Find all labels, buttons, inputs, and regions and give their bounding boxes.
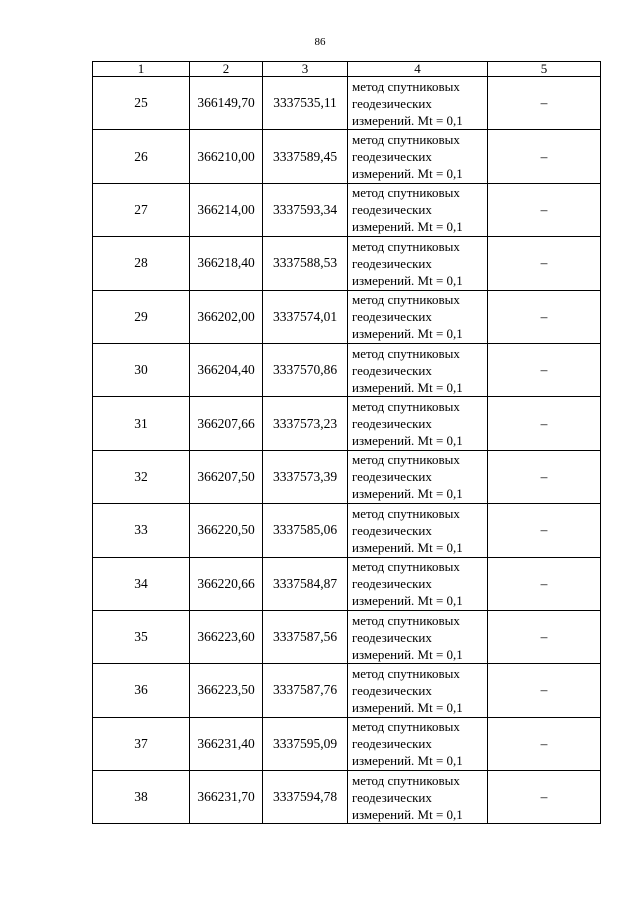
method-line: метод спутниковых	[352, 612, 460, 628]
y-coordinate-cell: 3337588,53	[263, 237, 348, 290]
point-number-cell: 25	[93, 77, 190, 130]
note-cell: –	[488, 343, 601, 396]
x-coordinate-cell: 366220,66	[190, 557, 263, 610]
method-line: измерений. Mt = 0,1	[352, 539, 463, 555]
table-row	[93, 504, 601, 557]
x-coordinate-cell: 366223,60	[190, 610, 263, 663]
x-coordinate-cell: 366231,40	[190, 717, 263, 770]
method-line: метод спутниковых	[352, 185, 460, 201]
method-cell	[348, 771, 488, 824]
method-cell	[348, 557, 488, 610]
y-coordinate-cell: 3337593,34	[263, 183, 348, 236]
point-number-cell: 28	[93, 237, 190, 290]
y-coordinate-cell: 3337570,86	[263, 343, 348, 396]
method-line: геодезических	[352, 416, 432, 432]
method-cell	[348, 290, 488, 343]
point-number-cell: 32	[93, 450, 190, 503]
method-line: измерений. Mt = 0,1	[352, 646, 463, 662]
table-row	[93, 610, 601, 663]
x-coordinate-cell: 366220,50	[190, 504, 263, 557]
method-line: метод спутниковых	[352, 238, 460, 254]
method-line: метод спутниковых	[352, 559, 460, 575]
method-line: измерений. Mt = 0,1	[352, 806, 463, 822]
method-cell	[348, 237, 488, 290]
y-coordinate-cell: 3337595,09	[263, 717, 348, 770]
method-line: измерений. Mt = 0,1	[352, 166, 463, 182]
method-line: метод спутниковых	[352, 345, 460, 361]
table-row	[93, 664, 601, 717]
y-coordinate-cell: 3337587,56	[263, 610, 348, 663]
method-line: измерений. Mt = 0,1	[352, 326, 463, 342]
table-row	[93, 237, 601, 290]
x-coordinate-cell: 366207,66	[190, 397, 263, 450]
method-cell	[348, 343, 488, 396]
method-cell	[348, 717, 488, 770]
method-line: геодезических	[352, 469, 432, 485]
coordinates-table	[92, 61, 601, 824]
y-coordinate-cell: 3337587,76	[263, 664, 348, 717]
x-coordinate-cell: 366231,70	[190, 771, 263, 824]
method-line: геодезических	[352, 682, 432, 698]
method-line: метод спутниковых	[352, 452, 460, 468]
method-line: измерений. Mt = 0,1	[352, 593, 463, 609]
method-cell	[348, 77, 488, 130]
column-header: 5	[488, 62, 601, 77]
point-number-cell: 36	[93, 664, 190, 717]
point-number-cell: 34	[93, 557, 190, 610]
note-cell: –	[488, 557, 601, 610]
table-row	[93, 397, 601, 450]
y-coordinate-cell: 3337584,87	[263, 557, 348, 610]
column-header: 3	[263, 62, 348, 77]
column-header: 4	[348, 62, 488, 77]
method-cell	[348, 183, 488, 236]
method-line: измерений. Mt = 0,1	[352, 219, 463, 235]
method-line: измерений. Mt = 0,1	[352, 272, 463, 288]
x-coordinate-cell: 366214,00	[190, 183, 263, 236]
method-line: метод спутниковых	[352, 505, 460, 521]
column-header: 1	[93, 62, 190, 77]
table-row	[93, 290, 601, 343]
point-number-cell: 27	[93, 183, 190, 236]
y-coordinate-cell: 3337594,78	[263, 771, 348, 824]
note-cell: –	[488, 504, 601, 557]
table-body	[93, 77, 601, 824]
y-coordinate-cell: 3337573,39	[263, 450, 348, 503]
method-line: метод спутниковых	[352, 292, 460, 308]
point-number-cell: 31	[93, 397, 190, 450]
column-header: 2	[190, 62, 263, 77]
point-number-cell: 33	[93, 504, 190, 557]
x-coordinate-cell: 366207,50	[190, 450, 263, 503]
method-line: метод спутниковых	[352, 78, 460, 94]
x-coordinate-cell: 366204,40	[190, 343, 263, 396]
header-row	[93, 62, 601, 77]
y-coordinate-cell: 3337589,45	[263, 130, 348, 183]
method-line: геодезических	[352, 149, 432, 165]
method-line: метод спутниковых	[352, 719, 460, 735]
method-line: метод спутниковых	[352, 772, 460, 788]
y-coordinate-cell: 3337574,01	[263, 290, 348, 343]
method-line: геодезических	[352, 576, 432, 592]
method-line: геодезических	[352, 789, 432, 805]
method-line: метод спутниковых	[352, 132, 460, 148]
table-row	[93, 183, 601, 236]
point-number-cell: 35	[93, 610, 190, 663]
method-cell	[348, 397, 488, 450]
table-row	[93, 557, 601, 610]
note-cell: –	[488, 237, 601, 290]
method-line: геодезических	[352, 736, 432, 752]
note-cell: –	[488, 130, 601, 183]
method-line: геодезических	[352, 362, 432, 378]
x-coordinate-cell: 366218,40	[190, 237, 263, 290]
point-number-cell: 30	[93, 343, 190, 396]
y-coordinate-cell: 3337585,06	[263, 504, 348, 557]
method-line: метод спутниковых	[352, 399, 460, 415]
x-coordinate-cell: 366149,70	[190, 77, 263, 130]
method-cell	[348, 130, 488, 183]
note-cell: –	[488, 771, 601, 824]
method-line: измерений. Mt = 0,1	[352, 486, 463, 502]
method-line: геодезических	[352, 255, 432, 271]
point-number-cell: 26	[93, 130, 190, 183]
method-line: геодезических	[352, 202, 432, 218]
method-line: геодезических	[352, 522, 432, 538]
note-cell: –	[488, 183, 601, 236]
table-row	[93, 130, 601, 183]
x-coordinate-cell: 366202,00	[190, 290, 263, 343]
x-coordinate-cell: 366210,00	[190, 130, 263, 183]
page-number: 86	[314, 36, 326, 48]
method-line: измерений. Mt = 0,1	[352, 379, 463, 395]
y-coordinate-cell: 3337535,11	[263, 77, 348, 130]
y-coordinate-cell: 3337573,23	[263, 397, 348, 450]
method-line: метод спутниковых	[352, 665, 460, 681]
table-row	[93, 343, 601, 396]
note-cell: –	[488, 397, 601, 450]
note-cell: –	[488, 610, 601, 663]
method-line: геодезических	[352, 95, 432, 111]
method-line: измерений. Mt = 0,1	[352, 112, 463, 128]
table-row	[93, 771, 601, 824]
method-cell	[348, 450, 488, 503]
note-cell: –	[488, 77, 601, 130]
method-cell	[348, 610, 488, 663]
table-row	[93, 717, 601, 770]
table-row	[93, 77, 601, 130]
x-coordinate-cell: 366223,50	[190, 664, 263, 717]
method-line: измерений. Mt = 0,1	[352, 433, 463, 449]
note-cell: –	[488, 290, 601, 343]
point-number-cell: 37	[93, 717, 190, 770]
method-line: геодезических	[352, 309, 432, 325]
method-cell	[348, 504, 488, 557]
method-line: измерений. Mt = 0,1	[352, 753, 463, 769]
method-cell	[348, 664, 488, 717]
table-row	[93, 450, 601, 503]
point-number-cell: 29	[93, 290, 190, 343]
method-line: измерений. Mt = 0,1	[352, 699, 463, 715]
method-line: геодезических	[352, 629, 432, 645]
note-cell: –	[488, 450, 601, 503]
note-cell: –	[488, 664, 601, 717]
point-number-cell: 38	[93, 771, 190, 824]
note-cell: –	[488, 717, 601, 770]
